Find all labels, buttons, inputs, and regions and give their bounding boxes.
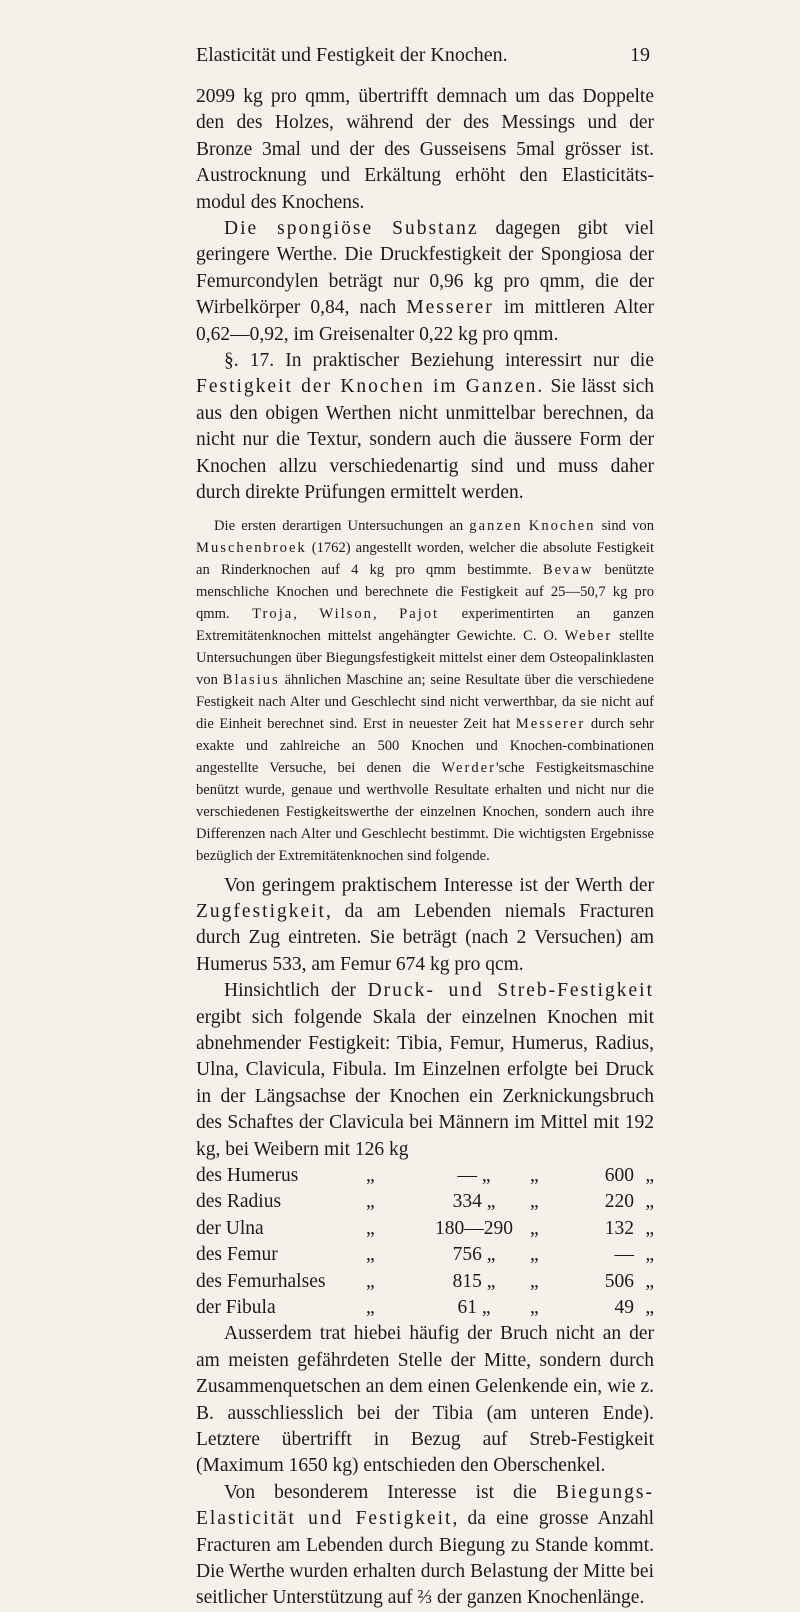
table-row	[196, 1269, 654, 1295]
ditto-mark: „	[530, 1297, 539, 1318]
bone-name: der Ulna	[196, 1217, 264, 1239]
value-men: 180—290	[435, 1217, 513, 1239]
druck-start: Hinsichtlich der	[224, 980, 368, 1002]
bone-name: des Femur	[196, 1244, 278, 1266]
table-row	[196, 1163, 654, 1189]
page-number: 19	[630, 44, 650, 66]
ditto-mark: „	[530, 1217, 539, 1239]
bone-strength-table	[196, 1163, 654, 1321]
small-text-6: ,	[293, 605, 320, 622]
name-troja: Troja	[252, 605, 294, 622]
value-men: 815 „	[452, 1270, 496, 1292]
druck-rest: ergibt sich folgende Skala der einzelnen Knochen mit abnehmender Festigkeit: Tibia, Femur, Humerus, Radius, Ulna, Clavicula, Fibula. Im Einzelnen erfolgte bei Druck in der Längsachse der Knochen ein Zerknickungsbruch des Schaftes der Clavicula bei Männern im Mittel mit 192 kg, bei Weibern mit 126 kg	[196, 1006, 654, 1160]
value-women: 49	[614, 1297, 634, 1318]
small-text-9: stellte Untersuchungen über Biegungsfestigkeit mittelst einer dem Osteopalinklasten von	[196, 627, 654, 688]
small-text-12: 'sche Festigkeitsmaschine benützt wurde, genaue und werthvolle Resultate erhalten und nicht nur die verschiedenen Festigkeitswerthe der einzelnen Knochen, sondern auch ihre Differenzen nach Alter und Geschlecht bestimmt. Die wichtigsten Ergebnisse bezüglich der Extremitätenknochen sind folgende.	[196, 759, 654, 864]
small-text-11: durch sehr exakte und zahlreiche an 500 Knochen und Knochen-combinationen angestellte Versuche, bei denen die	[196, 715, 654, 776]
small-text-3: sind von	[595, 517, 655, 534]
small-print-note	[196, 515, 654, 867]
running-header	[196, 44, 650, 67]
ditto-mark: „	[530, 1164, 539, 1186]
biegung-rest: , da eine grosse Anzahl Fracturen am Lebenden durch Biegung zu Stande kommt. Die Werthe wurden erhalten durch Belastung der Mitte bei seitlicher Unterstützung auf ⅔ der ganzen Knochenlänge.	[196, 1508, 654, 1609]
value-women: —	[614, 1244, 634, 1266]
name-messerer-2: Messerer	[515, 715, 586, 732]
unit-ditto: „	[645, 1244, 654, 1266]
small-text-7: ,	[372, 605, 400, 622]
name-messerer: Messerer	[406, 297, 494, 319]
biegung-start: Von besonderem Interesse ist die	[224, 1481, 556, 1503]
bone-name: des Femurhalses	[196, 1270, 326, 1292]
value-men: — „	[457, 1164, 491, 1186]
paragraph-bruch: Ausserdem trat hiebei häufig der Bruch nicht an der am meisten gefährdeten Stelle der Mitte, sondern durch Zusammenquetschen an dem einen Gelenkende ein, wie z. B. ausschliesslich bei der Tibia (am unteren Ende). Letztere übertrifft in Bezug auf Streb-Festigkeit (Maximum 1650 kg) entschieden den Oberschenkel.	[196, 1323, 654, 1477]
section-17-rest: Sie lässt sich aus den obigen Werthen nicht unmittelbar berechnen, da nicht nur die Textur, sondern auch die äussere Form der Knochen allzu verschiedenartig sind und muss daher durch direkte Prüfungen ermittelt werden.	[196, 376, 654, 504]
name-pajot: Pajot	[399, 605, 440, 622]
running-title: Elasticität und Festigkeit der Knochen.	[196, 44, 508, 66]
unit-ditto: „	[645, 1217, 654, 1239]
ditto-mark: „	[366, 1191, 375, 1213]
value-women: 220	[604, 1191, 634, 1213]
ditto-mark: „	[530, 1244, 539, 1266]
unit-ditto: „	[645, 1297, 654, 1318]
table-row	[196, 1189, 654, 1215]
name-wilson: Wilson	[319, 605, 373, 622]
table-row	[196, 1216, 654, 1242]
bone-name: der Fibula	[196, 1297, 276, 1318]
ditto-mark: „	[530, 1270, 539, 1292]
unit-ditto: „	[645, 1164, 654, 1186]
unit-ditto: „	[645, 1270, 654, 1292]
small-text-10: ähnlichen Maschine an; seine Resultate über die verschiedene Festigkeit nach Alter und Geschlecht sind nicht verwerthbar, da sie nicht auf die Einheit berechnet sind. Erst in neuester Zeit hat	[196, 671, 655, 732]
paragraph-1: 2099 kg pro qmm, übertrifft demnach um das Doppelte den des Holzes, während der des Messings und der Bronze 3mal und der des Gusseisens 5mal grösser ist. Austrocknung und Erkältung erhöht den Elasticitäts-modul des Knochens.	[196, 86, 654, 213]
table-row	[196, 1295, 654, 1321]
unit-ditto: „	[645, 1191, 654, 1213]
value-men: 61 „	[457, 1297, 491, 1318]
zug-start: Von geringem praktischem Interesse ist der Werth der	[224, 874, 654, 896]
ditto-mark: „	[366, 1244, 375, 1266]
small-print-paragraph	[196, 515, 654, 867]
paragraph-biegung	[196, 1480, 654, 1612]
body-text	[196, 84, 654, 1612]
small-text-4: (1762) angestellt worden, welcher die absolute Festigkeit an Rinderknochen auf 4 kg pro qmm bestimmte.	[196, 539, 654, 578]
ditto-mark: „	[530, 1191, 539, 1213]
small-text-5: benützte menschliche Knochen und berechnete die Festigkeit auf 25—50,7 kg pro qmm.	[196, 561, 654, 622]
paragraph-2-end: im mittleren Alter 0,62—0,92, im Greisenalter 0,22 kg pro qmm.	[196, 297, 654, 345]
name-muschenbroek: Muschenbroek	[196, 539, 307, 556]
value-women: 506	[604, 1270, 634, 1292]
value-men: 756 „	[452, 1244, 496, 1266]
bone-name: des Radius	[196, 1191, 282, 1213]
ditto-mark: „	[366, 1164, 375, 1186]
small-text-8: experimentirten an ganzen Extremitätenknochen mittelst angehängter Gewichte. C. O.	[196, 605, 655, 644]
table-row	[196, 1242, 654, 1268]
term-spongiose: Die spongiöse Substanz	[224, 218, 479, 240]
small-term-ganzen: ganzen	[469, 517, 523, 534]
name-blasius: Blasius	[222, 671, 280, 688]
small-text-1: Die ersten derartigen Untersuchungen an	[214, 517, 470, 534]
term-druck-streb: Druck- und Streb-Festigkeit	[367, 980, 655, 1002]
bone-name: des Humerus	[196, 1164, 299, 1186]
paragraph-2	[196, 216, 654, 348]
ditto-mark: „	[366, 1217, 375, 1239]
name-weber: Weber	[564, 627, 613, 644]
small-term-knochen: Knochen	[528, 517, 596, 534]
name-werder: Werder	[441, 759, 496, 776]
paragraph-2-text: dagegen gibt viel geringere Werthe. Die Druckfestigkeit der Spongiosa der Femurcondylen beträgt nur 0,96 kg pro qmm, die der Wirbelkörper 0,84, nach	[196, 218, 654, 319]
section-17	[196, 348, 654, 506]
term-zugfestigkeit: Zugfestigkeit	[196, 900, 326, 922]
value-women: 132	[604, 1217, 634, 1239]
paragraph-zugfestigkeit	[196, 873, 654, 979]
ditto-mark: „	[366, 1297, 375, 1318]
paragraph-druckfestigkeit	[196, 978, 654, 1163]
term-biegungs-elasticitaet: Biegungs-Elasticität und Festigkeit	[196, 1481, 654, 1530]
value-women: 600	[604, 1164, 634, 1186]
zug-rest: , da am Lebenden niemals Fracturen durch Zug eintreten. Sie beträgt (nach 2 Versuchen) am Humerus 533, am Femur 674 kg pro qcm.	[196, 900, 654, 975]
name-bevaw: Bevaw	[542, 561, 594, 578]
term-festigkeit-ganzen: Festigkeit der Knochen im Ganzen.	[196, 376, 545, 398]
ditto-mark: „	[366, 1270, 375, 1292]
value-men: 334 „	[452, 1191, 496, 1213]
section-17-start: §. 17. In praktischer Beziehung interessirt nur die	[224, 350, 654, 372]
